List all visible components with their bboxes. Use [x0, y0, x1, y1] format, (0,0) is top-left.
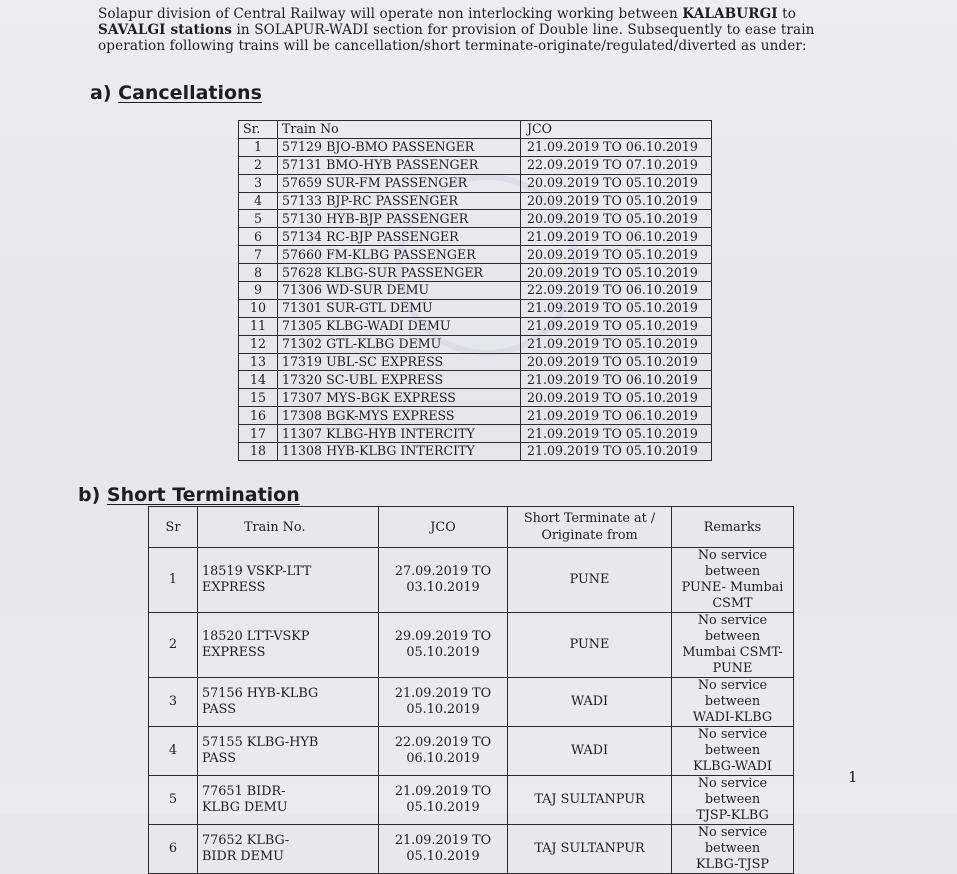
cell-jco: 27.09.2019 TO 03.10.2019 — [379, 548, 508, 613]
cell-train-no: 11307 KLBG-HYB INTERCITY — [278, 425, 521, 443]
table-row — [239, 317, 712, 335]
cell-jco: 21.09.2019 TO 06.10.2019 — [521, 407, 712, 425]
cell-remarks: No service between KLBG-TJSP — [672, 825, 794, 874]
cell-train-no: 17308 BGK-MYS EXPRESS — [278, 407, 521, 425]
cell-jco: 21.09.2019 TO 05.10.2019 — [521, 443, 712, 461]
cell-train-no: 57156 HYB-KLBG PASS — [198, 678, 379, 727]
intro-text-2: to — [777, 6, 797, 22]
cell-train-no: 77651 BIDR- KLBG DEMU — [198, 776, 379, 825]
cell-sr: 1 — [149, 548, 198, 613]
cell-train-no: 57134 RC-BJP PASSENGER — [278, 228, 521, 246]
cell-short-terminate: WADI — [508, 727, 672, 776]
header-sr: Sr. — [239, 121, 278, 139]
cell-sr: 13 — [239, 353, 278, 371]
cancellations-heading — [90, 82, 262, 104]
cell-remarks: No service between KLBG-WADI — [672, 727, 794, 776]
cell-train-no: 57129 BJO-BMO PASSENGER — [278, 138, 521, 156]
table-row — [239, 335, 712, 353]
cell-jco: 20.09.2019 TO 05.10.2019 — [521, 246, 712, 264]
cell-sr: 10 — [239, 299, 278, 317]
cell-sr: 2 — [149, 613, 198, 678]
cell-train-no: 77652 KLBG- BIDR DEMU — [198, 825, 379, 874]
cell-jco: 21.09.2019 TO 05.10.2019 — [379, 678, 508, 727]
cell-jco: 20.09.2019 TO 05.10.2019 — [521, 192, 712, 210]
cell-train-no: 18519 VSKP-LTT EXPRESS — [198, 548, 379, 613]
cell-jco: 22.09.2019 TO 07.10.2019 — [521, 156, 712, 174]
table-row — [239, 282, 712, 300]
cell-sr: 12 — [239, 335, 278, 353]
cell-jco: 21.09.2019 TO 05.10.2019 — [379, 825, 508, 874]
cell-train-no: 71301 SUR-GTL DEMU — [278, 299, 521, 317]
cell-train-no: 17319 UBL-SC EXPRESS — [278, 353, 521, 371]
cell-sr: 16 — [239, 407, 278, 425]
table-row — [149, 548, 794, 613]
cell-sr: 11 — [239, 317, 278, 335]
cell-train-no: 57133 BJP-RC PASSENGER — [278, 192, 521, 210]
intro-text-3: in SOLAPUR-WADI section for provision of Double line. Subsequently to ease train operation following trains will be cancellation/short terminate-originate/regulated/diverted as under: — [98, 22, 815, 54]
cell-sr: 1 — [239, 138, 278, 156]
cell-short-terminate: PUNE — [508, 613, 672, 678]
cell-sr: 4 — [239, 192, 278, 210]
cell-sr: 6 — [149, 825, 198, 874]
short-termination-table — [148, 506, 794, 874]
cell-remarks: No service between TJSP-KLBG — [672, 776, 794, 825]
cell-jco: 20.09.2019 TO 05.10.2019 — [521, 389, 712, 407]
short-termination-heading-text: Short Termination — [106, 484, 300, 506]
cancellations-heading-prefix: a) — [90, 82, 119, 104]
intro-text-1: Solapur division of Central Railway will operate non interlocking working between — [98, 6, 683, 22]
header-jco: JCO — [521, 121, 712, 139]
short-termination-heading — [78, 484, 300, 506]
table-row — [239, 246, 712, 264]
table-row — [239, 210, 712, 228]
table-row — [239, 228, 712, 246]
cell-train-no: 57628 KLBG-SUR PASSENGER — [278, 264, 521, 282]
cell-remarks: No service between Mumbai CSMT- PUNE — [672, 613, 794, 678]
table-row — [239, 407, 712, 425]
cancellations-body — [239, 138, 712, 460]
cell-sr: 5 — [239, 210, 278, 228]
cell-train-no: 57660 FM-KLBG PASSENGER — [278, 246, 521, 264]
short-termination-heading-prefix: b) — [78, 484, 107, 506]
cell-train-no: 17307 MYS-BGK EXPRESS — [278, 389, 521, 407]
table-row — [239, 443, 712, 461]
page-number: 1 — [848, 768, 858, 786]
cell-jco: 21.09.2019 TO 05.10.2019 — [521, 299, 712, 317]
header-remarks: Remarks — [672, 507, 794, 548]
cell-jco: 22.09.2019 TO 06.10.2019 — [379, 727, 508, 776]
intro-bold-2: SAVALGI stations — [98, 22, 233, 38]
cell-short-terminate: WADI — [508, 678, 672, 727]
table-row — [239, 192, 712, 210]
cell-train-no: 11308 HYB-KLBG INTERCITY — [278, 443, 521, 461]
cell-sr: 8 — [239, 264, 278, 282]
cell-jco: 21.09.2019 TO 06.10.2019 — [521, 371, 712, 389]
cell-sr: 14 — [239, 371, 278, 389]
cell-sr: 18 — [239, 443, 278, 461]
cell-sr: 3 — [149, 678, 198, 727]
cell-train-no: 71302 GTL-KLBG DEMU — [278, 335, 521, 353]
cell-train-no: 17320 SC-UBL EXPRESS — [278, 371, 521, 389]
cell-sr: 9 — [239, 282, 278, 300]
cell-jco: 21.09.2019 TO 05.10.2019 — [521, 425, 712, 443]
cell-jco: 21.09.2019 TO 06.10.2019 — [521, 228, 712, 246]
cell-sr: 5 — [149, 776, 198, 825]
header-sr: Sr — [149, 507, 198, 548]
intro-paragraph — [98, 6, 858, 54]
cell-sr: 6 — [239, 228, 278, 246]
cell-remarks: No service between PUNE- Mumbai CSMT — [672, 548, 794, 613]
cell-sr: 2 — [239, 156, 278, 174]
cancellations-header-row — [239, 121, 712, 139]
table-row — [239, 425, 712, 443]
cell-short-terminate: TAJ SULTANPUR — [508, 776, 672, 825]
cell-train-no: 57155 KLBG-HYB PASS — [198, 727, 379, 776]
cell-train-no: 18520 LTT-VSKP EXPRESS — [198, 613, 379, 678]
cell-remarks: No service between WADI-KLBG — [672, 678, 794, 727]
table-row — [149, 727, 794, 776]
cell-jco: 29.09.2019 TO 05.10.2019 — [379, 613, 508, 678]
short-termination-body — [149, 548, 794, 874]
table-row — [239, 371, 712, 389]
table-row — [239, 353, 712, 371]
cell-train-no: 57659 SUR-FM PASSENGER — [278, 174, 521, 192]
header-train-no: Train No. — [198, 507, 379, 548]
table-row — [239, 174, 712, 192]
short-termination-header-row — [149, 507, 794, 548]
cell-train-no: 71306 WD-SUR DEMU — [278, 282, 521, 300]
table-row — [149, 776, 794, 825]
cell-jco: 22.09.2019 TO 06.10.2019 — [521, 282, 712, 300]
intro-bold-1: KALABURGI — [682, 6, 778, 22]
cell-short-terminate: TAJ SULTANPUR — [508, 825, 672, 874]
header-train-no: Train No — [278, 121, 521, 139]
cell-jco: 20.09.2019 TO 05.10.2019 — [521, 353, 712, 371]
cell-jco: 20.09.2019 TO 05.10.2019 — [521, 174, 712, 192]
cell-short-terminate: PUNE — [508, 548, 672, 613]
cell-jco: 20.09.2019 TO 05.10.2019 — [521, 264, 712, 282]
cancellations-heading-text: Cancellations — [118, 82, 262, 104]
cell-sr: 7 — [239, 246, 278, 264]
table-row — [149, 613, 794, 678]
table-row — [239, 264, 712, 282]
cell-sr: 17 — [239, 425, 278, 443]
cell-jco: 21.09.2019 TO 05.10.2019 — [379, 776, 508, 825]
cancellations-table — [238, 120, 712, 461]
table-row — [149, 825, 794, 874]
cell-jco: 20.09.2019 TO 05.10.2019 — [521, 210, 712, 228]
table-row — [239, 389, 712, 407]
table-row — [239, 299, 712, 317]
cell-train-no: 71305 KLBG-WADI DEMU — [278, 317, 521, 335]
cell-sr: 4 — [149, 727, 198, 776]
cell-sr: 3 — [239, 174, 278, 192]
table-row — [239, 138, 712, 156]
cell-sr: 15 — [239, 389, 278, 407]
cell-jco: 21.09.2019 TO 05.10.2019 — [521, 335, 712, 353]
table-row — [149, 678, 794, 727]
cell-jco: 21.09.2019 TO 05.10.2019 — [521, 317, 712, 335]
cell-train-no: 57131 BMO-HYB PASSENGER — [278, 156, 521, 174]
cell-jco: 21.09.2019 TO 06.10.2019 — [521, 138, 712, 156]
header-jco: JCO — [379, 507, 508, 548]
header-short-terminate: Short Terminate at / Originate from — [508, 507, 672, 548]
cell-train-no: 57130 HYB-BJP PASSENGER — [278, 210, 521, 228]
table-row — [239, 156, 712, 174]
